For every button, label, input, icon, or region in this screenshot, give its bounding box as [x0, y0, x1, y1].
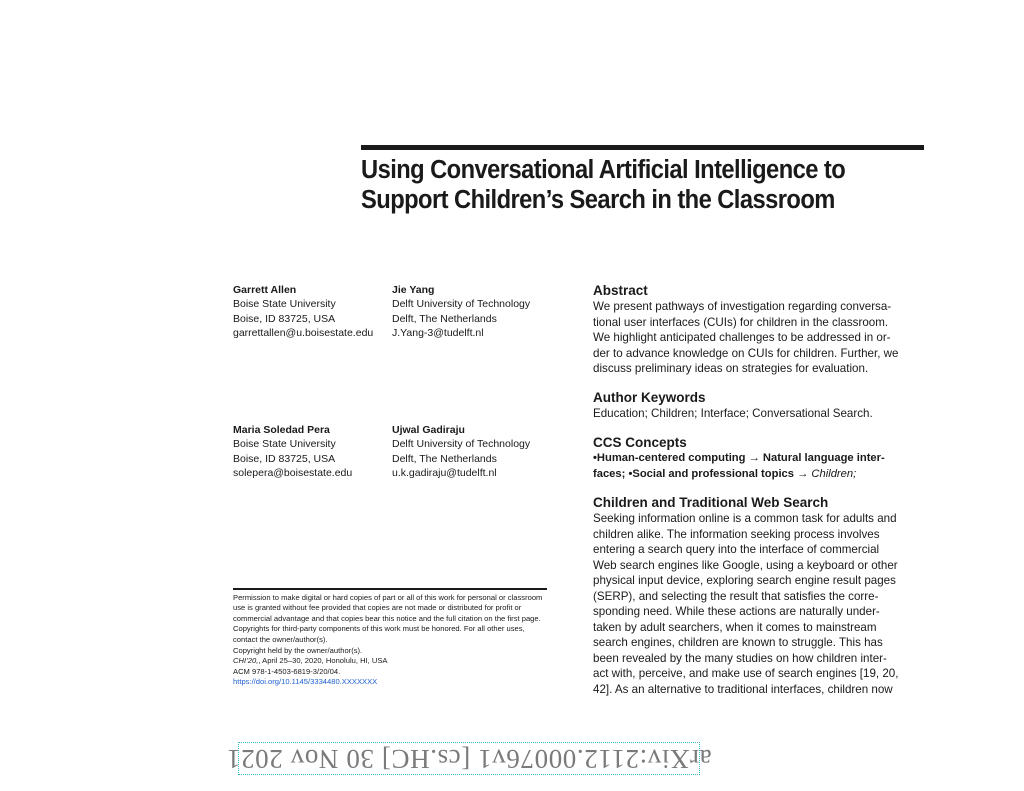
ccs-subconcept: Natural language inter- — [762, 452, 885, 464]
author-block — [233, 283, 373, 340]
author-block — [392, 283, 530, 340]
ccs-subconcept: faces; — [593, 467, 626, 480]
isbn-line: ACM 978-1-4503-6819-3/20/04. — [233, 666, 341, 676]
abstract-heading: Abstract — [593, 283, 648, 298]
text-line: sponding need. While these actions are naturally under- — [593, 605, 880, 618]
text-line: children alike. The information seeking process involves — [593, 527, 880, 541]
children-search-body — [593, 511, 911, 697]
title-rule — [361, 145, 924, 150]
text-line: search engines, children are known to struggle. This has — [593, 636, 883, 649]
venue-name: CHI’20, — [233, 656, 259, 666]
author-affiliation: Boise State University — [233, 438, 336, 451]
author-name: Maria Soledad Pera — [233, 424, 330, 436]
text-line: act with, perceive, and make use of search engines [19, 20, — [593, 667, 899, 680]
copyright-block — [233, 646, 388, 688]
venue-line — [233, 656, 388, 666]
author-email: solepera@boisestate.edu — [233, 466, 353, 479]
ccs-subconcept: Children; — [811, 467, 857, 480]
text-line: Education; Children; Interface; Conversational Search. — [593, 407, 873, 420]
author-affiliation: Delft University of Technology — [392, 438, 531, 451]
paper-title-line-2: Support Children’s Search in the Classroom — [361, 186, 835, 214]
keywords-heading: Author Keywords — [593, 390, 706, 405]
text-line: physical input device, exploring search engine result pages — [593, 574, 896, 587]
author-location: Delft, The Netherlands — [392, 312, 497, 325]
children-search-heading: Children and Traditional Web Search — [593, 495, 829, 510]
permission-notice: Permission to make digital or hard copies of part or all of this work for personal or classroom use is granted without fee provided that copies are not made or distributed for profit or commercial advantage and that copies bear this notice and the full citation on the first page. Copyrights for third-party components of this work must be honored. For all other uses, contact the owner/author(s). — [233, 593, 543, 644]
ccs-concept: •Social and professional topics — [628, 467, 795, 480]
author-name: Garrett Allen — [233, 284, 297, 296]
ccs-concept: •Human-centered computing — [593, 452, 746, 464]
author-email: garrettallen@u.boisestate.edu — [233, 326, 374, 339]
text-line: 42]. As an alternative to traditional interfaces, children now — [593, 682, 893, 696]
ccs-line-1 — [593, 451, 911, 467]
arxiv-stamp: arXiv:2112.00076v1 [cs.HC] 30 Nov 2021 — [226, 744, 712, 774]
text-line: discuss preliminary ideas on strategies for evaluation. — [593, 362, 869, 375]
paper-title — [361, 155, 900, 215]
abstract-body — [593, 299, 911, 377]
author-block — [233, 423, 352, 480]
doi-link[interactable]: https://doi.org/10.1145/3334480.XXXXXXX — [233, 677, 378, 687]
text-line: We highlight anticipated challenges to be addressed in or- — [593, 331, 891, 344]
arrow-icon: → — [797, 467, 809, 480]
keywords-section — [593, 389, 911, 422]
author-block — [392, 423, 530, 480]
author-affiliation: Boise State University — [233, 298, 336, 311]
permission-rule — [233, 588, 547, 590]
author-location: Boise, ID 83725, USA — [233, 312, 336, 325]
ccs-line-2 — [593, 467, 911, 483]
copyright-line: Copyright held by the owner/author(s). — [233, 646, 363, 655]
text-line: Web search engines like Google, using a keyboard or other — [593, 558, 898, 572]
text-line: We present pathways of investigation regarding conversa- — [593, 300, 892, 313]
author-email: u.k.gadiraju@tudelft.nl — [392, 466, 497, 479]
text-line: entering a search query into the interface of commercial — [593, 543, 880, 556]
author-name: Ujwal Gadiraju — [392, 424, 465, 436]
ccs-section — [593, 434, 911, 482]
children-search-section — [593, 494, 911, 697]
abstract-section — [593, 282, 911, 377]
text-line: der to advance knowledge on CUIs for children. Further, we — [593, 346, 899, 360]
author-email: J.Yang-3@tudelft.nl — [392, 326, 484, 339]
author-location: Delft, The Netherlands — [392, 452, 497, 465]
keywords-body — [593, 406, 911, 422]
text-line: Seeking information online is a common task for adults and — [593, 512, 897, 525]
text-line: (SERP), and selecting the result that satisfies the corre- — [593, 589, 879, 603]
venue-details: , April 25–30, 2020, Honolulu, HI, USA — [258, 656, 388, 666]
text-line: taken by adult searchers, when it comes to mainstream — [593, 620, 877, 634]
text-line: been revealed by the many studies on how children inter- — [593, 651, 887, 665]
text-line: tional user interfaces (CUIs) for children in the classroom. — [593, 315, 889, 329]
ccs-heading: CCS Concepts — [593, 435, 687, 450]
author-affiliation: Delft University of Technology — [392, 298, 531, 311]
ccs-body — [593, 451, 911, 482]
paper-title-line-1: Using Conversational Artificial Intelligence to — [361, 156, 846, 184]
author-name: Jie Yang — [392, 284, 435, 296]
arrow-icon: → — [748, 452, 760, 464]
author-location: Boise, ID 83725, USA — [233, 452, 336, 465]
